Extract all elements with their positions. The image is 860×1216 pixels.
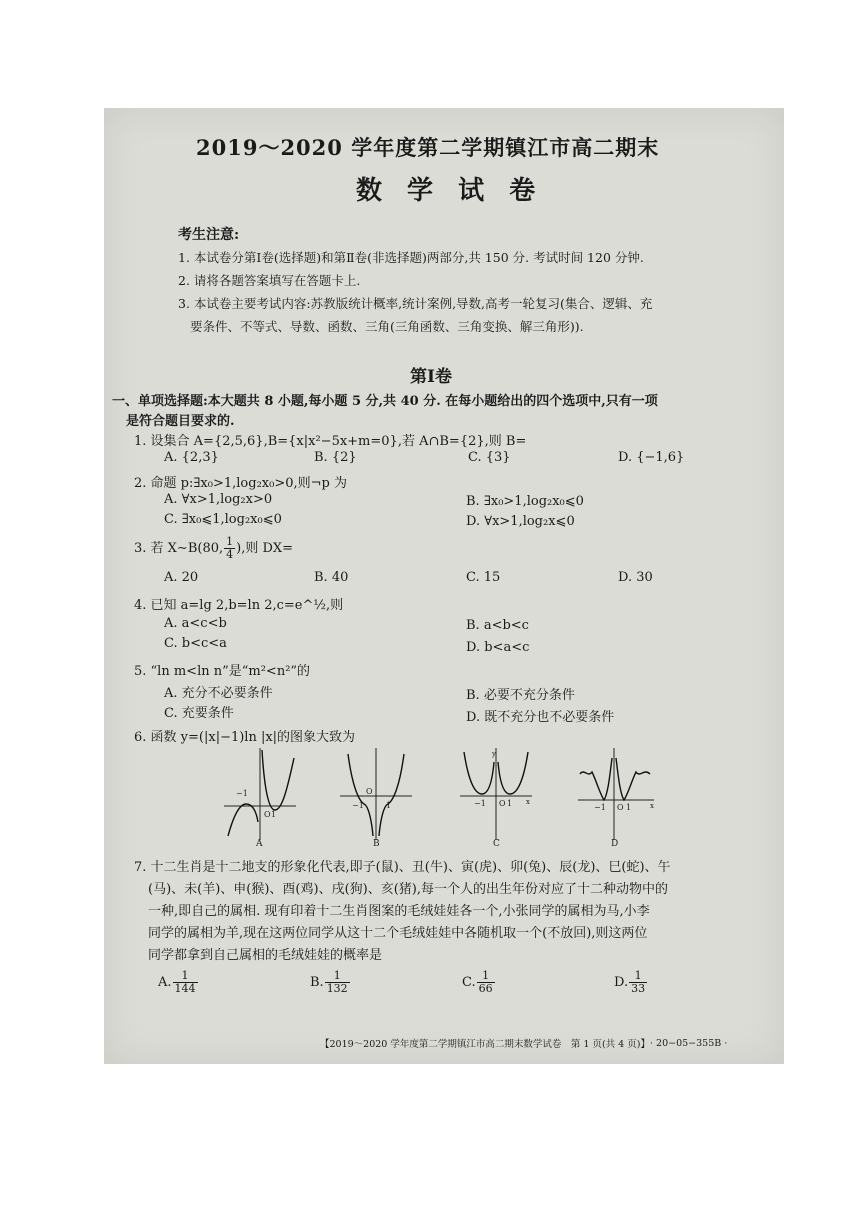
q4-option-b: B. a<b<c — [466, 618, 529, 633]
q2-option-c: C. ∃x₀⩽1,log₂x₀⩽0 — [164, 512, 282, 527]
graph-d-label: D — [611, 839, 619, 848]
q3-fraction: $\frac{1}{4}$ — [226, 535, 234, 561]
paper-code: · 20−05−355B · — [650, 1038, 728, 1049]
exam-sheet — [104, 108, 784, 1064]
graph-d-origin: O — [617, 803, 624, 812]
q4-option-a: A. a<c<b — [164, 616, 227, 631]
graph-b-one: 1 — [386, 801, 392, 810]
q5-option-d: D. 既不充分也不必要条件 — [466, 710, 615, 725]
graph-c — [456, 744, 536, 848]
graph-b-neg-one: −1 — [352, 801, 364, 810]
graph-c-y-axis: y — [492, 750, 496, 758]
q1-option-c: C. {3} — [468, 450, 511, 465]
q2-option-b: B. ∃x₀>1,log₂x₀⩽0 — [466, 494, 584, 509]
q7-stem-line-2: (马)、未(羊)、申(猴)、酉(鸡)、戌(狗)、亥(猪),每一个人的出生年份对应了十二种动物中的 — [148, 882, 668, 897]
graph-a-one: 1 — [271, 810, 277, 819]
section-title: 第Ⅰ卷 — [410, 367, 452, 387]
q7-option-d: D. $\frac{1}{33}$ — [614, 969, 646, 995]
graph-b-origin: O — [366, 787, 373, 796]
graph-b — [336, 744, 416, 848]
q1-option-d: D. {−1,6} — [618, 450, 685, 465]
q5-option-a: A. 充分不必要条件 — [164, 686, 273, 701]
q6-stem: 6. 函数 y=(|x|−1)ln |x|的图象大致为 — [134, 730, 356, 745]
graph-d-one: 1 — [626, 803, 632, 812]
graph-a-label: A — [256, 839, 263, 848]
notice-item-3: 3. 本试卷主要考试内容:苏教版统计概率,统计案例,导数,高考一轮复习(集合、逻辑、充 — [178, 296, 653, 311]
q3-option-b: B. 40 — [314, 570, 349, 585]
q2-option-d: D. ∀x>1,log₂x⩽0 — [466, 514, 575, 529]
q1-option-b: B. {2} — [314, 450, 357, 465]
q5-option-b: B. 必要不充分条件 — [466, 688, 575, 703]
q3-option-d: D. 30 — [618, 570, 653, 585]
q3-option-c: C. 15 — [466, 570, 501, 585]
graph-c-label: C — [493, 839, 500, 848]
graph-d-neg-one: −1 — [594, 803, 606, 812]
graph-d — [574, 744, 658, 848]
notice-heading: 考生注意: — [178, 227, 240, 243]
notice-item-1: 1. 本试卷分第Ⅰ卷(选择题)和第Ⅱ卷(非选择题)两部分,共 150 分. 考试时间 120 分钟. — [178, 250, 644, 265]
q1-stem: 1. 设集合 A={2,5,6},B={x|x²−5x+m=0},若 A∩B={2},则 B= — [134, 434, 527, 449]
q5-option-c: C. 充要条件 — [164, 706, 234, 721]
q5-stem: 5. “ln m<ln n”是“m²<n²”的 — [134, 664, 311, 679]
q4-stem: 4. 已知 a=lg 2,b=ln 2,c=e^½,则 — [134, 598, 344, 613]
graph-a — [220, 744, 300, 848]
q2-stem: 2. 命题 p:∃x₀>1,log₂x₀>0,则¬p 为 — [134, 476, 347, 491]
section-instruction-cont: 是符合题目要求的. — [126, 414, 235, 429]
notice-item-2: 2. 请将各题答案填写在答题卡上. — [178, 273, 361, 288]
graph-c-neg-one: −1 — [474, 799, 486, 808]
q1-option-a: A. {2,3} — [164, 450, 219, 465]
section-instruction: 一、单项选择题:本大题共 8 小题,每小题 5 分,共 40 分. 在每小题给出的四个选项中,只有一项 — [112, 394, 658, 409]
q7-stem-line-5: 同学都拿到自己属相的毛绒娃娃的概率是 — [148, 948, 383, 963]
graph-b-label: B — [373, 839, 380, 848]
q3-option-a: A. 20 — [164, 570, 199, 585]
page-footer: 【2019～2020 学年度第二学期镇江市高二期末数学试卷 第 1 页(共 4 页)】 — [320, 1039, 650, 1050]
graph-c-origin: O — [499, 799, 506, 808]
notice-item-3-cont: 要条件、不等式、导数、函数、三角(三角函数、三角变换、解三角形)). — [190, 319, 584, 334]
graph-a-neg-one: −1 — [236, 789, 248, 798]
exam-subtitle: 数 学 试 卷 — [356, 176, 544, 206]
q2-option-a: A. ∀x>1,log₂x>0 — [164, 492, 273, 507]
q7-option-b: B. $\frac{1}{132}$ — [310, 969, 348, 995]
q3-stem: 3. 若 X∼B(80, $\frac{1}{4}$ ),则 DX= — [134, 535, 294, 561]
q7-option-a: A. $\frac{1}{144}$ — [158, 969, 196, 995]
q7-stem-line-1: 7. 十二生肖是十二地支的形象化代表,即子(鼠)、丑(牛)、寅(虎)、卯(兔)、辰(龙)、巳(蛇)、午 — [134, 860, 671, 875]
q4-option-c: C. b<c<a — [164, 636, 227, 651]
q4-option-d: D. b<a<c — [466, 640, 530, 655]
graph-c-x-axis: x — [526, 798, 530, 806]
graph-a-origin: O — [264, 810, 271, 819]
q7-stem-line-3: 一种,即自己的属相. 现有印着十二生肖图案的毛绒娃娃各一个,小张同学的属相为马,小李 — [148, 904, 650, 919]
graph-d-x-axis: x — [650, 802, 654, 810]
q7-option-c: C. $\frac{1}{66}$ — [462, 969, 493, 995]
exam-title: 2019～2020 学年度第二学期镇江市高二期末 — [196, 135, 660, 160]
graph-c-one: 1 — [507, 799, 513, 808]
q7-stem-line-4: 同学的属相为羊,现在这两位同学从这十二个毛绒娃娃中各随机取一个(不放回),则这两位 — [148, 926, 648, 941]
